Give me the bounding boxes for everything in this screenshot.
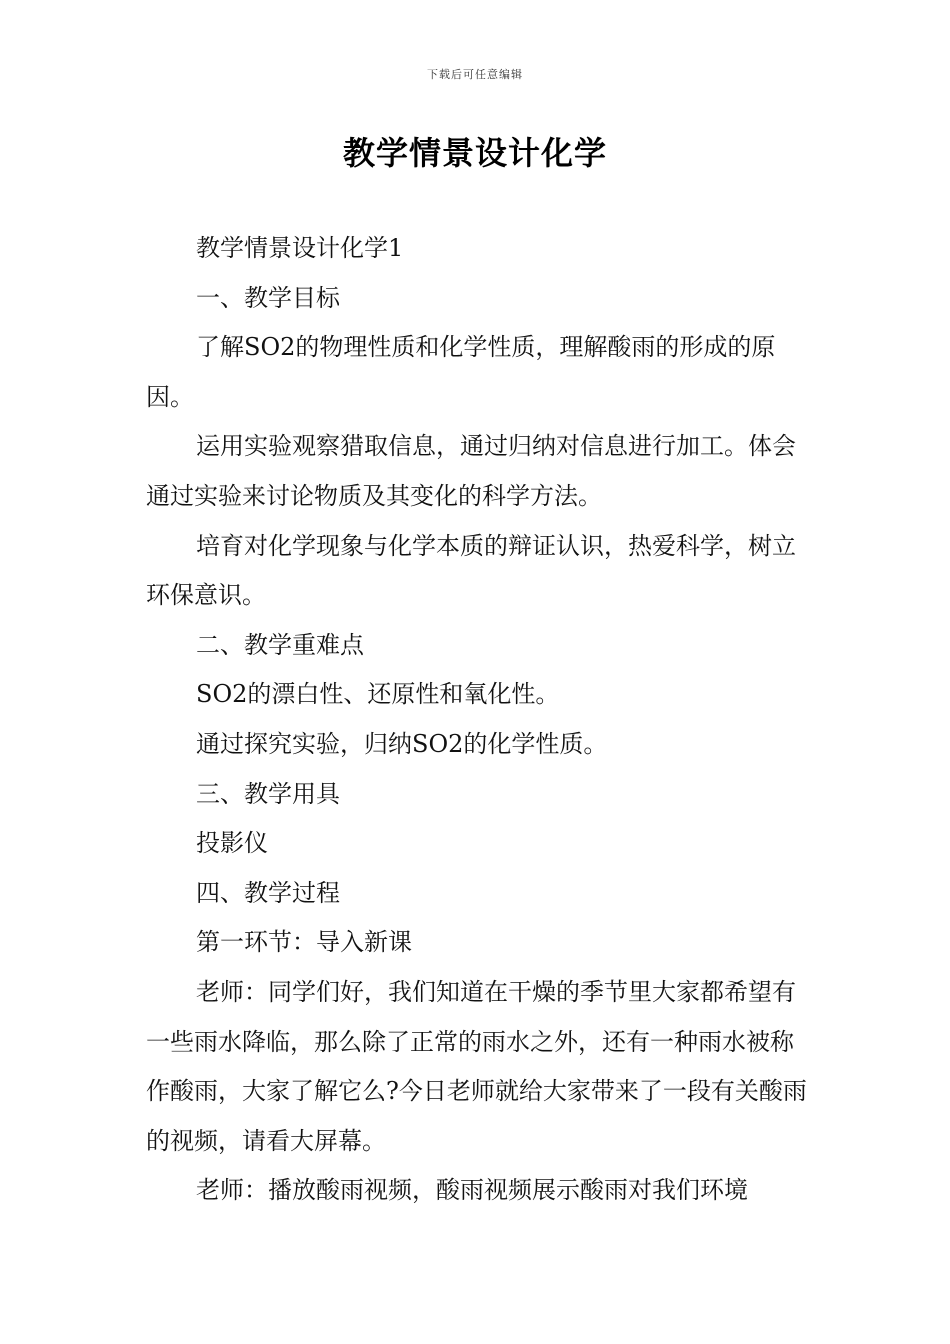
paragraph-teacher-intro: 老师：同学们好，我们知道在干燥的季节里大家都希望有一些雨水降临，那么除了正常的雨水之外，还有一种雨水被称作酸雨，大家了解它么?今日老师就给大家带来了一段有关酸雨的视频，请看大屏幕。	[146, 977, 807, 1155]
paragraph-tool-1: 投影仪	[196, 829, 268, 858]
paragraph-key-point-2: 通过探究实验，归纳SO2的化学性质。	[196, 729, 608, 758]
paragraph-objective-1: 了解SO2的物理性质和化学性质，理解酸雨的形成的原因。	[146, 333, 776, 411]
paragraph-teacher-video: 老师：播放酸雨视频，酸雨视频展示酸雨对我们环境	[196, 1176, 748, 1205]
paragraph-section-heading: 教学情景设计化学1	[196, 234, 404, 262]
paragraph-step-1: 第一环节：导入新课	[196, 928, 412, 957]
paragraph-objective-2: 运用实验观察猎取信息，通过归纳对信息进行加工。体会通过实验来讨论物质及其变化的科学方法。	[146, 432, 796, 510]
header-note: 下载后可任意编辑	[427, 68, 523, 81]
document-title: 教学情景设计化学	[342, 134, 607, 172]
paragraph-heading-tools: 三、教学用具	[196, 779, 340, 808]
paragraph-heading-key-points: 二、教学重难点	[196, 630, 364, 659]
paragraph-objective-3: 培育对化学现象与化学本质的辩证认识，热爱科学，树立环保意识。	[146, 531, 796, 610]
paragraph-heading-objectives: 一、教学目标	[196, 283, 340, 312]
paragraph-key-point-1: SO2的漂白性、还原性和氧化性。	[196, 680, 560, 709]
paragraph-heading-process: 四、教学过程	[196, 878, 340, 907]
document-body	[146, 224, 812, 1216]
